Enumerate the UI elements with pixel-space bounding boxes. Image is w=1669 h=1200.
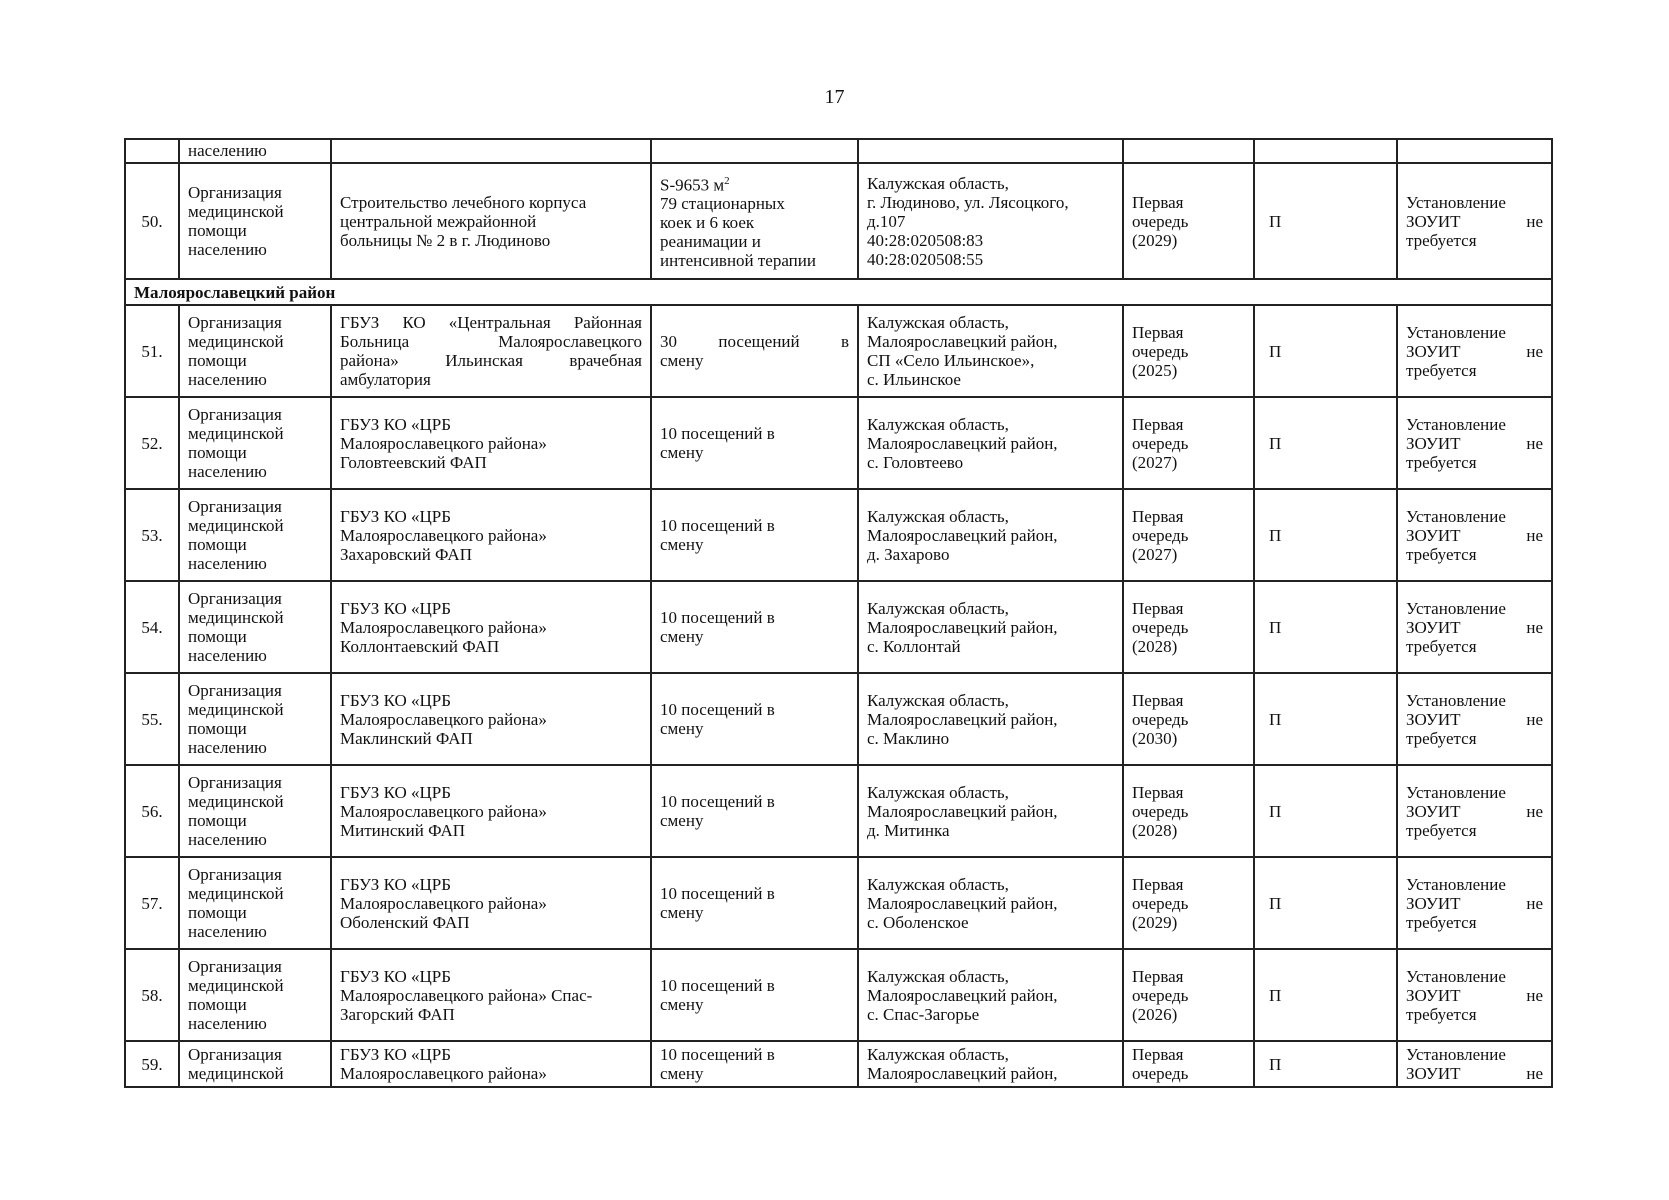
cell-mark: П: [1254, 305, 1397, 397]
table-row-53: [125, 489, 1552, 581]
table-row-59: [125, 1041, 1552, 1087]
table-row-55: [125, 673, 1552, 765]
cell-queue: Первая очередь (2028): [1123, 765, 1254, 857]
cell-num: 52.: [125, 397, 179, 489]
facilities-table: [124, 138, 1553, 1088]
cell-capacity: 10 посещений в смену: [651, 765, 858, 857]
cell-queue: Первая очередь (2029): [1123, 163, 1254, 279]
cell-object: ГБУЗ КО «ЦРБ Малоярославецкого района» Маклинский ФАП: [331, 673, 651, 765]
cell-location: Калужская область, Малоярославецкий район, с. Коллонтай: [858, 581, 1123, 673]
cell-num: 53.: [125, 489, 179, 581]
cell-purpose: Организация медицинской помощи населению: [179, 857, 331, 949]
cell-object: ГБУЗ КО «ЦРБ Малоярославецкого района» Коллонтаевский ФАП: [331, 581, 651, 673]
cell-mark: П: [1254, 1041, 1397, 1087]
cell-purpose: Организация медицинской помощи населению: [179, 673, 331, 765]
cell-conclusion: Установление ЗОУИТ не требуется: [1397, 163, 1552, 279]
cell-queue: Первая очередь (2027): [1123, 489, 1254, 581]
cell-num: [125, 139, 179, 163]
cell-purpose: Организация медицинской: [179, 1041, 331, 1087]
cell-queue: Первая очередь (2025): [1123, 305, 1254, 397]
cell-location: Калужская область, Малоярославецкий район, с. Маклино: [858, 673, 1123, 765]
cell-capacity: 10 посещений в смену: [651, 673, 858, 765]
cell-num: 55.: [125, 673, 179, 765]
cell-num: 51.: [125, 305, 179, 397]
cell-num: 56.: [125, 765, 179, 857]
table-row-56: [125, 765, 1552, 857]
cell-object: ГБУЗ КО «ЦРБ Малоярославецкого района» Митинский ФАП: [331, 765, 651, 857]
cell-queue: Первая очередь (2028): [1123, 581, 1254, 673]
cell-conclusion: Установление ЗОУИТ не требуется: [1397, 857, 1552, 949]
cell-purpose: населению: [179, 139, 331, 163]
cell-mark: П: [1254, 857, 1397, 949]
cell-num: 58.: [125, 949, 179, 1041]
section-title: Малоярославецкий район: [125, 279, 1552, 305]
table-row-54: [125, 581, 1552, 673]
cell-num: 59.: [125, 1041, 179, 1087]
cell-conclusion: Установление ЗОУИТ не требуется: [1397, 305, 1552, 397]
cell-location: Калужская область, г. Людиново, ул. Лясоцкого, д.107 40:28:020508:83 40:28:020508:55: [858, 163, 1123, 279]
cell-num: 54.: [125, 581, 179, 673]
cell-purpose: Организация медицинской помощи населению: [179, 949, 331, 1041]
table-row-57: [125, 857, 1552, 949]
cell-queue: Первая очередь (2027): [1123, 397, 1254, 489]
cell-capacity: 10 посещений в смену: [651, 581, 858, 673]
cell-mark: П: [1254, 949, 1397, 1041]
cell-conclusion: Установление ЗОУИТ не требуется: [1397, 765, 1552, 857]
cell-object: ГБУЗ КО «ЦРБ Малоярославецкого района» Спас- Загорский ФАП: [331, 949, 651, 1041]
cell-queue: Первая очередь (2026): [1123, 949, 1254, 1041]
cell-queue: Первая очередь: [1123, 1041, 1254, 1087]
cell-conclusion: Установление ЗОУИТ не требуется: [1397, 949, 1552, 1041]
cell-location: Калужская область, Малоярославецкий район, д. Захарово: [858, 489, 1123, 581]
cell-location: Калужская область, Малоярославецкий район,: [858, 1041, 1123, 1087]
cell-queue: Первая очередь (2030): [1123, 673, 1254, 765]
section-row: [125, 279, 1552, 305]
cell-object: ГБУЗ КО «ЦРБ Малоярославецкого района»: [331, 1041, 651, 1087]
cell-conclusion: Установление ЗОУИТ не требуется: [1397, 581, 1552, 673]
cell-capacity: 10 посещений в смену: [651, 397, 858, 489]
cell-location: Калужская область, Малоярославецкий район, д. Митинка: [858, 765, 1123, 857]
cell-conclusion: Установление ЗОУИТ не требуется: [1397, 489, 1552, 581]
cell-location: Калужская область, Малоярославецкий район, с. Спас-Загорье: [858, 949, 1123, 1041]
cell-purpose: Организация медицинской помощи населению: [179, 489, 331, 581]
cell-mark: П: [1254, 581, 1397, 673]
table-row-continuation: [125, 139, 1552, 163]
table-row-52: [125, 397, 1552, 489]
cell-purpose: Организация медицинской помощи населению: [179, 305, 331, 397]
cell-purpose: Организация медицинской помощи населению: [179, 765, 331, 857]
cell-purpose: Организация медицинской помощи населению: [179, 163, 331, 279]
cell-mark: П: [1254, 489, 1397, 581]
cell-capacity: 30 посещений в смену: [651, 305, 858, 397]
cell-location: Калужская область, Малоярославецкий район, СП «Село Ильинское», с. Ильинское: [858, 305, 1123, 397]
cell-object: ГБУЗ КО «ЦРБ Малоярославецкого района» Головтеевский ФАП: [331, 397, 651, 489]
cell-num: 57.: [125, 857, 179, 949]
cell-mark: П: [1254, 397, 1397, 489]
cell-capacity: 10 посещений в смену: [651, 949, 858, 1041]
page-number: 17: [824, 86, 845, 108]
cell-object: ГБУЗ КО «ЦРБ Малоярославецкого района» Захаровский ФАП: [331, 489, 651, 581]
cell-mark: П: [1254, 673, 1397, 765]
table-row-58: [125, 949, 1552, 1041]
cell-purpose: Организация медицинской помощи населению: [179, 581, 331, 673]
cell-location: Калужская область, Малоярославецкий район, с. Головтеево: [858, 397, 1123, 489]
cell-capacity: 10 посещений в смену: [651, 857, 858, 949]
cell-object: Строительство лечебного корпуса центральной межрайонной больницы № 2 в г. Людиново: [331, 163, 651, 279]
cell-object: ГБУЗ КО «ЦРБ Малоярославецкого района» Оболенский ФАП: [331, 857, 651, 949]
table-row-51: [125, 305, 1552, 397]
cell-queue: Первая очередь (2029): [1123, 857, 1254, 949]
cell-mark: П: [1254, 765, 1397, 857]
cell-conclusion: Установление ЗОУИТ не: [1397, 1041, 1552, 1087]
cell-conclusion: Установление ЗОУИТ не требуется: [1397, 673, 1552, 765]
cell-capacity: 10 посещений в смену: [651, 1041, 858, 1087]
cell-conclusion: Установление ЗОУИТ не требуется: [1397, 397, 1552, 489]
cell-location: Калужская область, Малоярославецкий район, с. Оболенское: [858, 857, 1123, 949]
fap-rows: [125, 397, 1552, 1041]
cell-capacity: 10 посещений в смену: [651, 489, 858, 581]
cell-purpose: Организация медицинской помощи населению: [179, 397, 331, 489]
table-row-50: [125, 163, 1552, 279]
cell-object: ГБУЗ КО «Центральная Районная Больница Малоярославецкого района» Ильинская врачебная амбулатория: [331, 305, 651, 397]
cell-mark: П: [1254, 163, 1397, 279]
cell-capacity: S-9653 $м^2$ 79 стационарных коек и 6 коек реанимации и интенсивной терапии: [651, 163, 858, 279]
cell-num: 50.: [125, 163, 179, 279]
